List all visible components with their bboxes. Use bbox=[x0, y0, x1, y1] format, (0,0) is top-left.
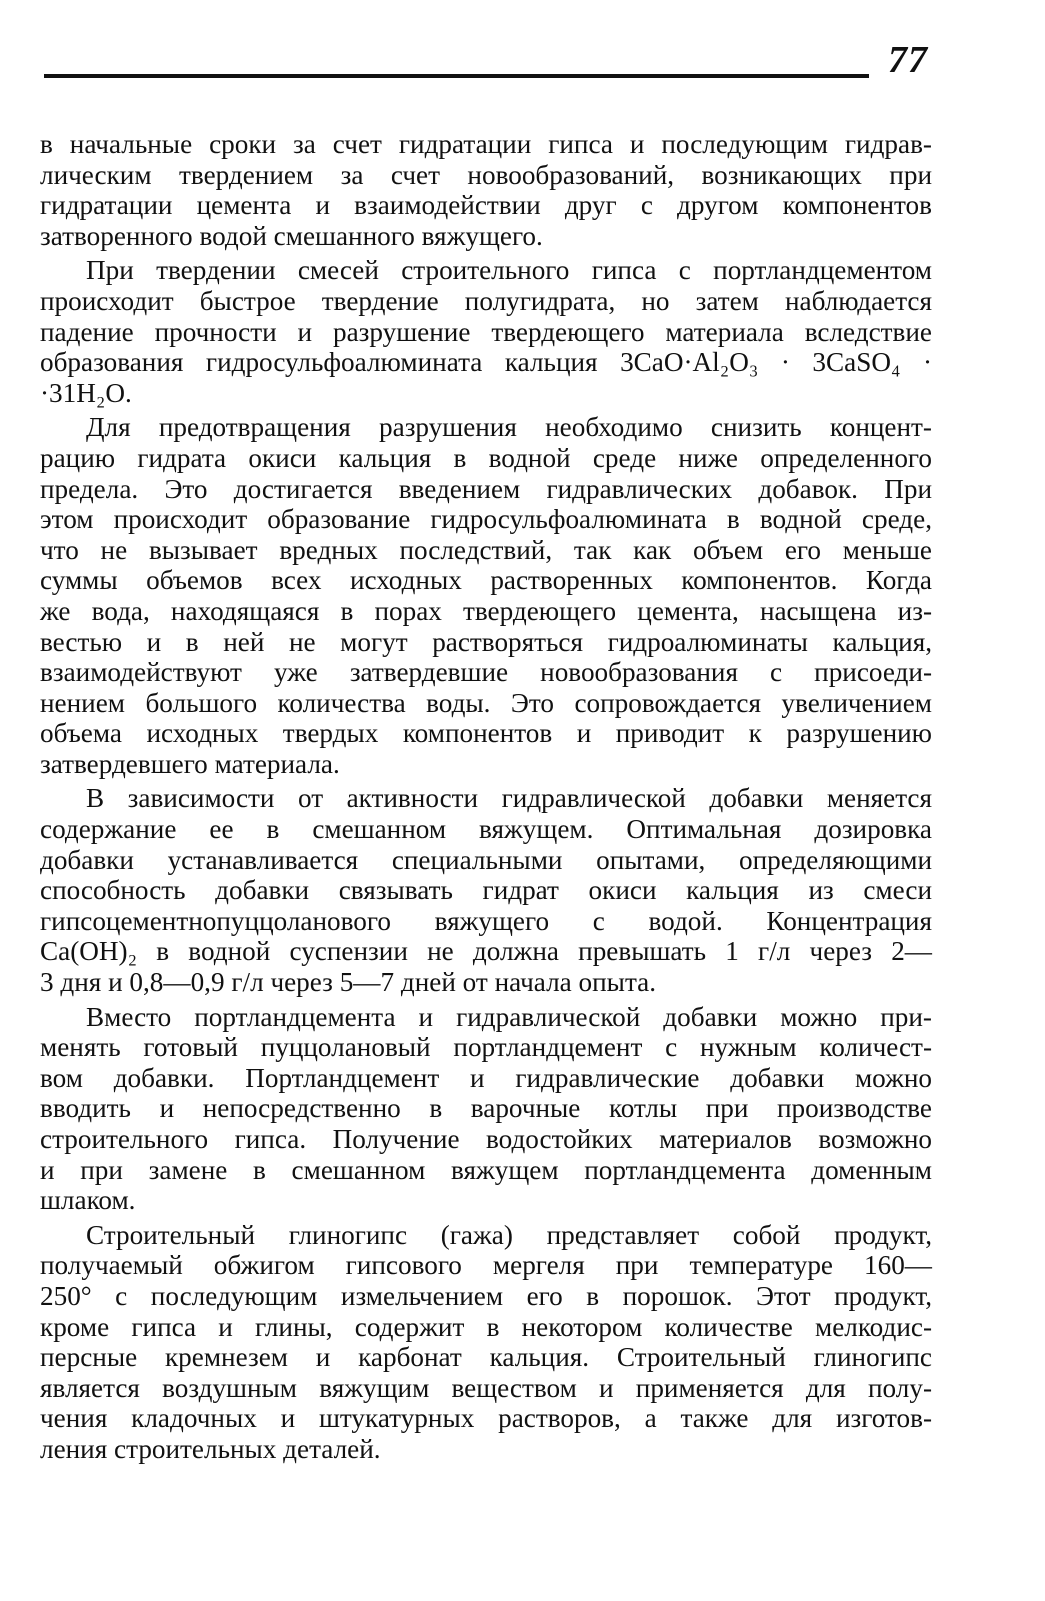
text-line: предела. Это достигается введением гидравлических добавок. При bbox=[40, 473, 932, 504]
text-line: затвердевшего материала. bbox=[40, 748, 340, 779]
text-line: вводить и непосредственно в варочные котлы при производстве bbox=[40, 1093, 932, 1124]
text-line: При твердении смесей строительного гипса с портландцементом bbox=[86, 255, 932, 286]
paragraph-4 bbox=[40, 783, 932, 997]
header-rule bbox=[44, 74, 869, 78]
text-line: рацию гидрата окиси кальция в водной среде ниже определенного bbox=[40, 442, 932, 473]
text-line: падение прочности и разрушение твердеющего материала вследствие bbox=[40, 316, 932, 347]
text-line: получаемый обжигом гипсового мергеля при температуре 160— bbox=[40, 1250, 932, 1281]
text-line: персные кремнезем и карбонат кальция. Строительный глиногипс bbox=[40, 1342, 932, 1373]
text-line: лическим твердением за счет новообразований, возникающих при bbox=[40, 159, 932, 190]
text-line: этом происходит образование гидросульфоалюмината в водной среде, bbox=[40, 504, 932, 535]
body-text bbox=[40, 129, 932, 1465]
text-line: образования гидросульфоалюмината кальция 3CaO·Al₂O₃ · 3CaSO₄ · bbox=[40, 347, 932, 378]
text-line: вестью и в ней не могут растворяться гидроалюминаты кальция, bbox=[40, 626, 932, 657]
text-line: строительного гипса. Получение водостойких материалов возможно bbox=[40, 1124, 932, 1154]
text-line: взаимодействуют уже затвердевшие новообразования с присоеди- bbox=[40, 657, 932, 688]
text-line: гипсоцементнопуццоланового вяжущего с водой. Концентрация bbox=[40, 905, 932, 936]
text-line: 3 дня и 0,8—0,9 г/л через 5—7 дней от начала опыта. bbox=[40, 967, 657, 998]
text-line: в начальные сроки за счет гидратации гипса и последующим гидрав- bbox=[40, 129, 932, 159]
text-line: ·31H₂O. bbox=[40, 377, 132, 408]
text-line: суммы объемов всех исходных растворенных компонентов. Когда bbox=[40, 565, 932, 596]
text-line: кроме гипса и глины, содержит в некотором количестве мелкодис- bbox=[40, 1311, 932, 1342]
text-line: чения кладочных и штукатурных растворов, а также для изготов- bbox=[40, 1403, 932, 1434]
text-line: содержание ее в смешанном вяжущем. Оптимальная дозировка bbox=[40, 814, 932, 845]
page-number: 77 bbox=[888, 39, 928, 81]
text-line: же вода, находящаяся в порах твердеющего цемента, насыщена из- bbox=[40, 595, 932, 626]
paragraph-5 bbox=[40, 1002, 932, 1216]
text-line: нением большого количества воды. Это сопровождается увеличением bbox=[40, 687, 932, 718]
text-line: шлаком. bbox=[40, 1185, 136, 1216]
text-line: вом добавки. Портландцемент и гидравлические добавки можно bbox=[40, 1062, 932, 1093]
text-line: что не вызывает вредных последствий, так как объем его меньше bbox=[40, 534, 932, 565]
text-line: менять готовый пуццолановый портландцемент с нужным количест- bbox=[40, 1032, 932, 1063]
paragraph-2 bbox=[40, 255, 932, 408]
paragraph-3 bbox=[40, 412, 932, 779]
paragraph-6 bbox=[40, 1220, 932, 1465]
text-line: Для предотвращения разрушения необходимо снизить концент- bbox=[86, 412, 932, 443]
paragraph-1 bbox=[40, 129, 932, 251]
text-line: ления строительных деталей. bbox=[40, 1433, 381, 1464]
text-line: способность добавки связывать гидрат окиси кальция из смеси bbox=[40, 875, 932, 906]
text-line: происходит быстрое твердение полугидрата, но затем наблюдается bbox=[40, 285, 932, 316]
text-line: гидратации цемента и взаимодействии друг с другом компонентов bbox=[40, 190, 932, 221]
text-line: является воздушным вяжущим веществом и применяется для полу- bbox=[40, 1372, 932, 1403]
text-line: В зависимости от активности гидравлической добавки меняется bbox=[86, 783, 932, 814]
text-line: добавки устанавливается специальными опытами, определяющими bbox=[40, 844, 932, 875]
text-line: Ca(OH)₂ в водной суспензии не должна превышать 1 г/л через 2— bbox=[40, 936, 932, 967]
text-line: затворенного водой смешанного вяжущего. bbox=[40, 220, 543, 251]
text-line: 250° с последующим измельчением его в порошок. Этот продукт, bbox=[40, 1280, 932, 1311]
text-line: Строительный глиногипс (гажа) представляет собой продукт, bbox=[86, 1219, 932, 1250]
text-line: Вместо портландцемента и гидравлической добавки можно при- bbox=[86, 1001, 932, 1032]
text-line: и при замене в смешанном вяжущем портландцемента доменным bbox=[40, 1154, 932, 1185]
text-line: объема исходных твердых компонентов и приводит к разрушению bbox=[40, 718, 932, 749]
